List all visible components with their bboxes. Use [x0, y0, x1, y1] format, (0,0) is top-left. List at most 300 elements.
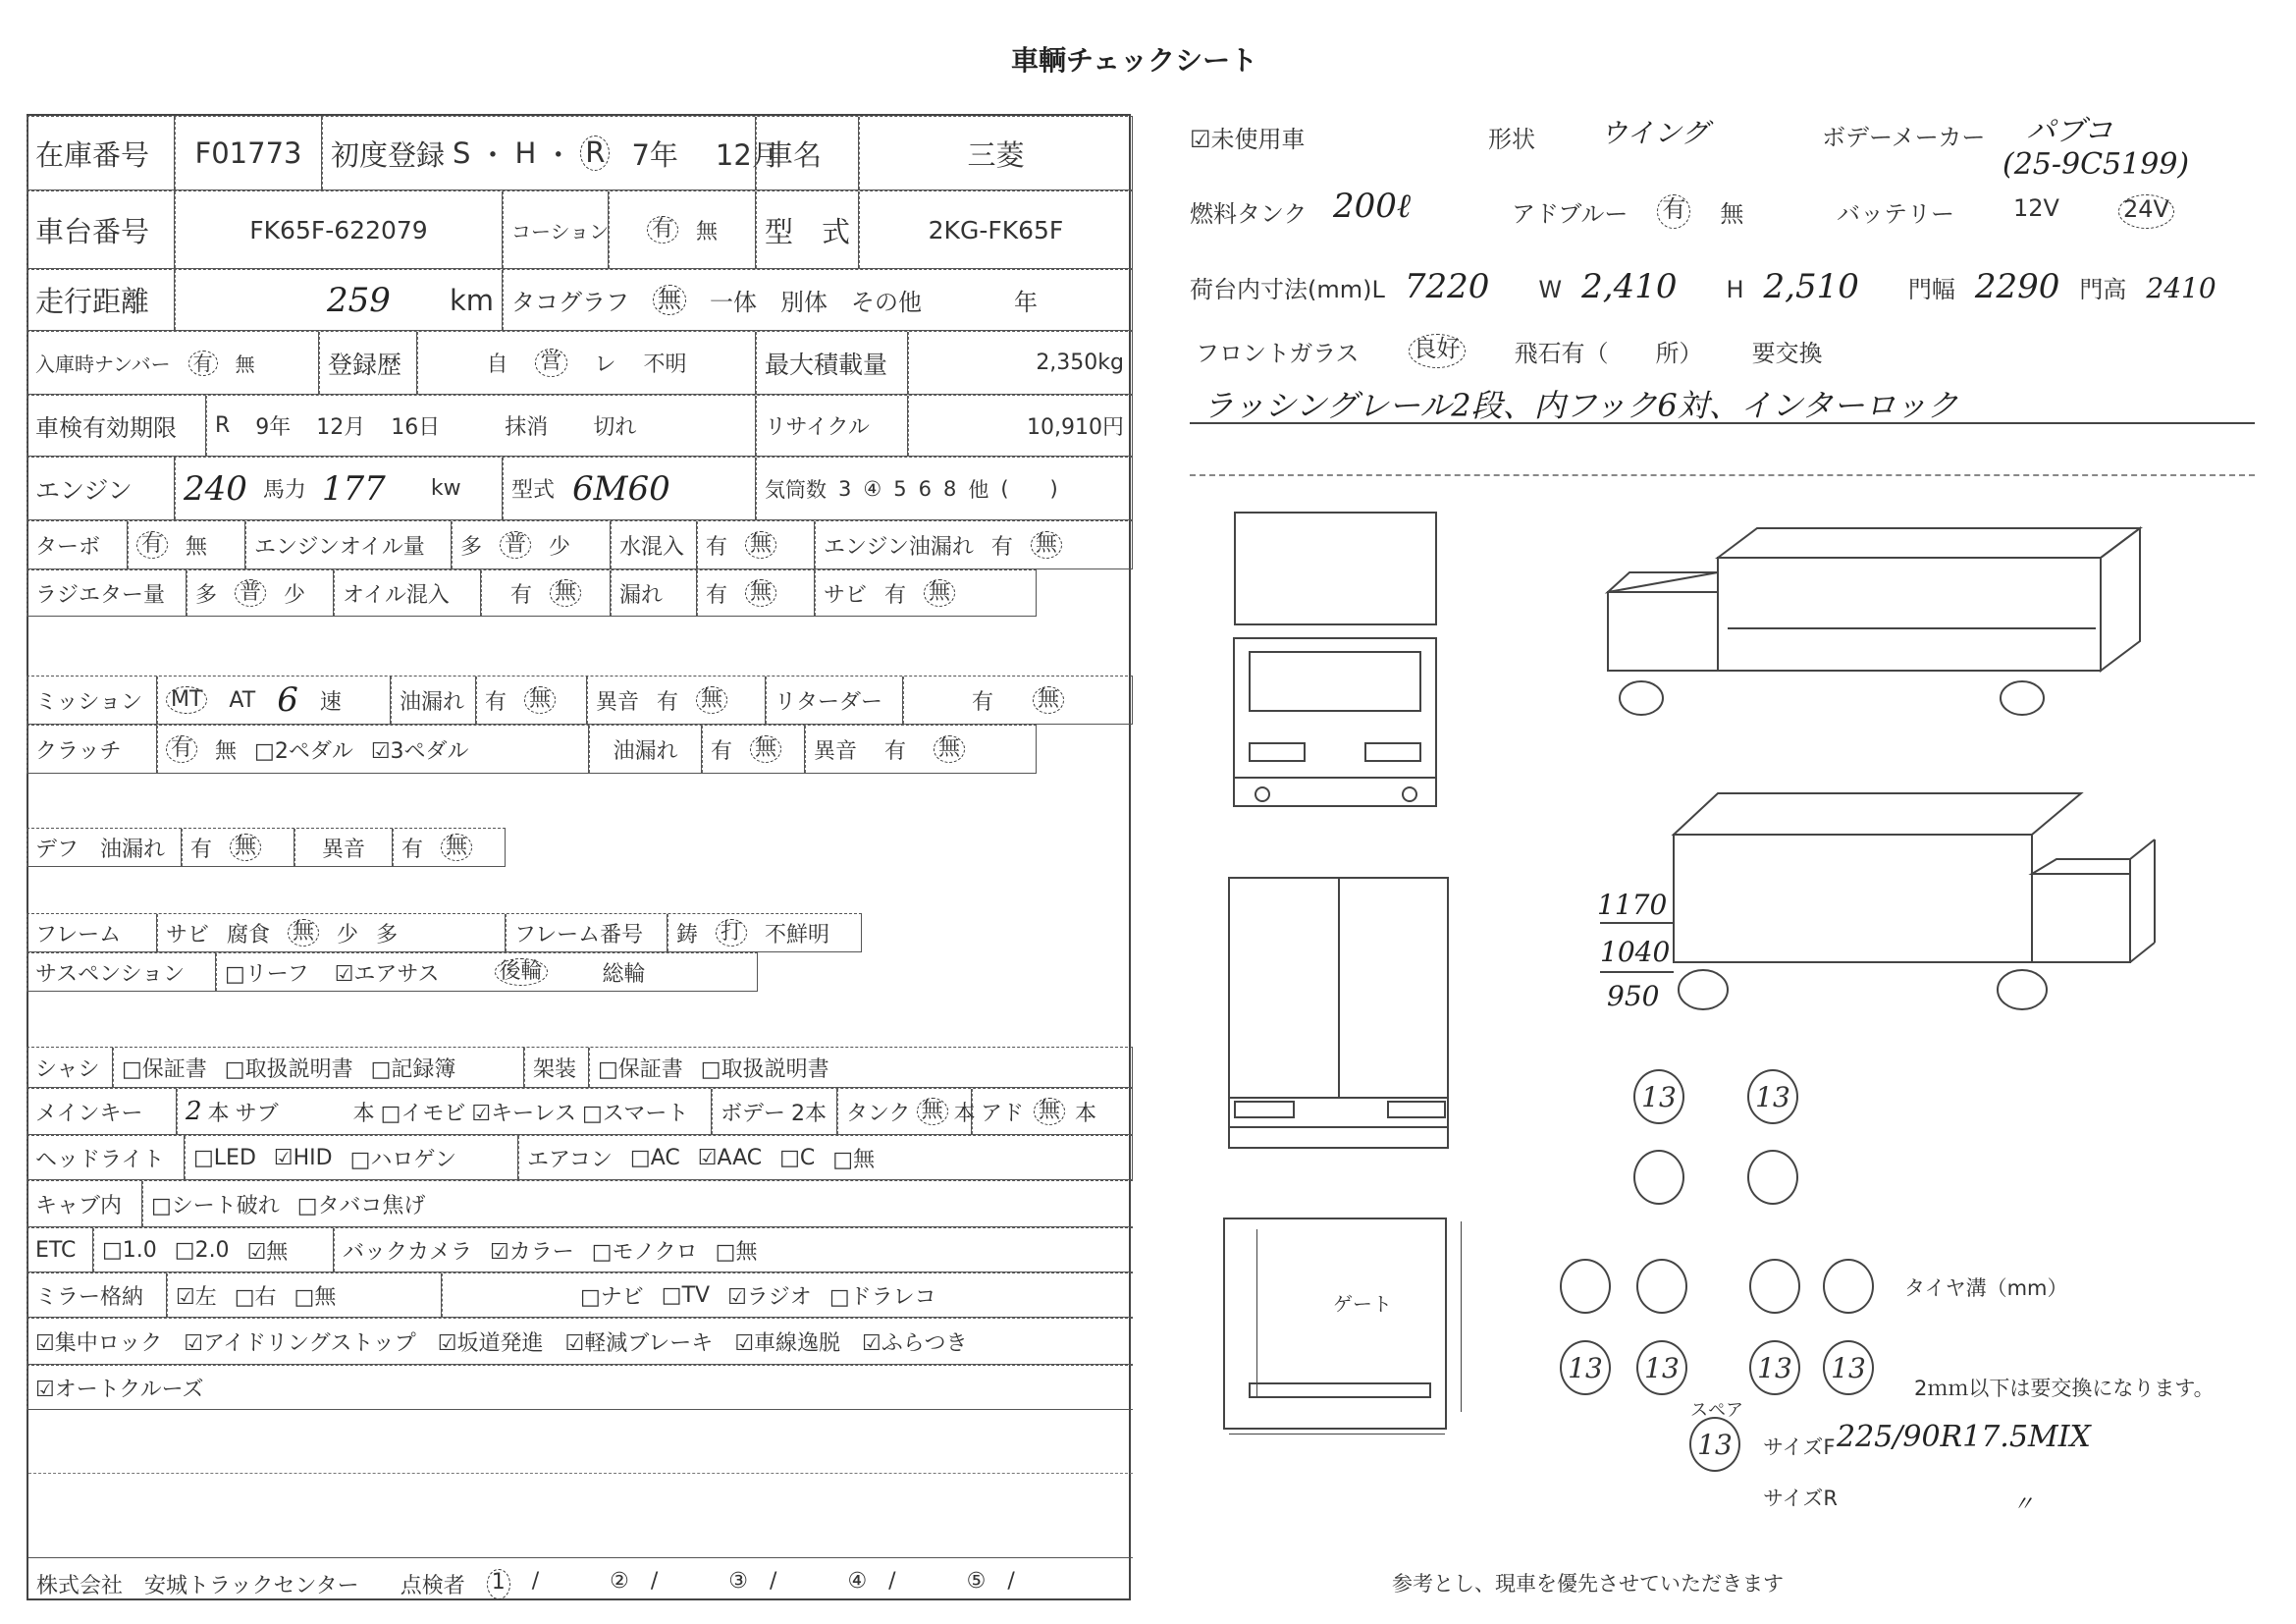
inspector-slot: ③ [728, 1569, 749, 1594]
rust-label: サビ [824, 582, 868, 608]
door-h-label: 門高 [2079, 276, 2127, 303]
windshield [1196, 334, 1823, 368]
cab [142, 1181, 1133, 1226]
option: 総輪 [602, 961, 646, 987]
row-chassis [27, 190, 1133, 269]
option: 有 [884, 582, 907, 608]
body-maker-label: ボデーメーカー [1822, 124, 1986, 151]
option: 有 [485, 689, 507, 715]
diff-leak-options [182, 829, 294, 866]
checkbox[interactable]: ☑オートクルーズ [35, 1377, 204, 1402]
option: 無 [441, 834, 472, 861]
option: 無 [235, 352, 255, 376]
frame-options [157, 914, 506, 951]
w-label: W [1538, 276, 1563, 303]
option: 6 [918, 476, 932, 501]
option: 鋳 [676, 922, 699, 947]
company-name: 株式会社 安城トラックセンター [36, 1574, 359, 1598]
tachograph [503, 270, 1133, 330]
tread-value: 13 [1697, 1428, 1733, 1461]
oil-mix-label: オイル混入 [334, 570, 481, 616]
unit: 本 [207, 1101, 230, 1126]
option: 有 [166, 735, 197, 763]
tread-value: 13 [1644, 1351, 1680, 1384]
checkbox[interactable]: □記録簿 [370, 1056, 456, 1082]
clutch-leak-options [702, 726, 805, 773]
option: 無 [745, 579, 776, 607]
option: 不明 [643, 352, 687, 377]
option: ) [1049, 476, 1058, 501]
row-diff [27, 828, 506, 867]
checkbox[interactable]: ☑坂道発進 [437, 1330, 544, 1356]
inspector-slot: 1 [487, 1569, 510, 1599]
size-r: 〃 [2012, 1492, 2035, 1517]
size-f-label: サイズF [1763, 1435, 1836, 1459]
height-2: 1040 [1600, 936, 1671, 968]
first-registration [322, 117, 780, 189]
option: 有 [509, 582, 532, 608]
row-clutch [27, 725, 1037, 774]
cargo-dimensions [1190, 267, 2216, 306]
cargo-h: 2,510 [1763, 267, 1859, 306]
option: 抹消 [505, 415, 549, 440]
plate [27, 332, 319, 394]
audio [442, 1273, 1133, 1317]
main-key-label: メインキー [27, 1089, 177, 1134]
label: ボデー [721, 1101, 786, 1126]
maker: 三菱 [859, 117, 1133, 189]
speed-unit: 速 [319, 689, 342, 715]
frame-label: フレーム [27, 914, 157, 951]
checkbox[interactable]: ☑キーレス [471, 1101, 577, 1126]
divider [28, 1473, 1133, 1474]
option: 無 [750, 735, 781, 763]
option: 腐食 [227, 922, 271, 947]
turbo-label: ターボ [27, 521, 128, 568]
clutch-noise [805, 726, 1037, 773]
body-maker: パブコ [2026, 114, 2113, 148]
checkbox[interactable]: ☑無 [246, 1239, 289, 1265]
label: バッテリー [1837, 200, 1954, 228]
checkbox[interactable]: ☑カラー [490, 1239, 574, 1265]
row-frame [27, 913, 862, 952]
shape: ウイング [1600, 117, 1709, 149]
model-label: 型 式 [756, 191, 859, 268]
mirror [167, 1273, 442, 1317]
checkbox[interactable]: ☑アイドリングストップ [184, 1330, 416, 1356]
option: 良好 [1409, 334, 1466, 368]
option: 無 [934, 735, 965, 763]
checkbox[interactable]: □C [779, 1145, 816, 1170]
width-arrow [1229, 1434, 1445, 1435]
suspension-options [216, 953, 758, 991]
option: 有 [990, 534, 1013, 560]
checkbox[interactable]: □無 [832, 1147, 876, 1172]
option: 無 [924, 579, 955, 607]
option: ④ [863, 476, 882, 501]
checkbox[interactable]: □ドラレコ [828, 1284, 936, 1310]
tire-empty [1823, 1259, 1874, 1314]
option: 一体 [710, 289, 757, 316]
cylinders [756, 458, 1133, 519]
notes: ラッシングレール2段、内フック6対、インターロック [1202, 387, 1958, 424]
checkbox[interactable]: □無 [715, 1239, 758, 1265]
truck-drawing-front [1600, 499, 2179, 734]
truck-drawing-rear [1590, 785, 2179, 1026]
option: □2ペダル [254, 738, 353, 764]
cargo-w: 2,410 [1581, 267, 1678, 306]
turbo-options [128, 521, 245, 568]
count: 無 [917, 1098, 948, 1125]
row-etc [27, 1227, 1133, 1272]
retarder-options [903, 677, 1133, 724]
spare-label: スペア [1690, 1400, 1743, 1421]
inspector-slot: ② [610, 1569, 629, 1594]
fuel-label: 燃料タンク [1190, 200, 1308, 228]
size-r-label: サイズR [1763, 1487, 1838, 1510]
mission-options [157, 677, 391, 724]
cruise [27, 1366, 1133, 1409]
inspector-slot: ⑤ [966, 1569, 987, 1594]
cab-label: キャブ内 [27, 1181, 142, 1226]
unused: ☑未使用車 [1190, 126, 1306, 153]
option: 多 [195, 582, 218, 608]
recycle-label: リサイクル [756, 396, 908, 456]
disclaimer: 参考とし、現車を優先させていただきます [1392, 1572, 1784, 1596]
frame-no-label: フレーム番号 [506, 914, 667, 951]
row-suspension [27, 952, 758, 992]
row-cab [27, 1180, 1133, 1227]
checkbox[interactable]: ☑ラジオ [727, 1284, 812, 1310]
tread-value: 13 [1641, 1080, 1677, 1113]
etc-label: ETC [27, 1228, 93, 1272]
engine-model-label: 型式 [511, 478, 556, 503]
tread-value: 13 [1755, 1080, 1790, 1113]
row-cruise [27, 1365, 1133, 1410]
plate-label: 入庫時ナンバー [35, 352, 171, 376]
option: 普 [235, 579, 266, 607]
checkbox[interactable]: □ハロゲン [349, 1147, 456, 1172]
clutch-options [157, 726, 589, 773]
option: 無 [524, 686, 556, 714]
stock-no-label: 在庫番号 [27, 117, 175, 189]
battery [1837, 194, 2174, 229]
checkbox[interactable]: □LED [193, 1145, 256, 1170]
row-mileage [27, 269, 1133, 331]
diff-leak-label: デフ 油漏れ [27, 829, 182, 866]
body-maker-no: (25-9C5199) [2002, 147, 2190, 182]
sep: / [1007, 1569, 1015, 1594]
reg-history-options [417, 332, 756, 394]
count: 2本 [791, 1101, 828, 1126]
option: 普 [500, 531, 531, 559]
checkbox[interactable]: ☑車線逸脱 [734, 1330, 841, 1356]
option: 少 [284, 582, 306, 608]
rust [815, 570, 1037, 616]
clutch-label: クラッチ [27, 726, 157, 773]
option: 有 [971, 689, 993, 715]
adblue [1512, 194, 1743, 229]
height-arrow [1461, 1221, 1462, 1412]
shape-label: 形状 [1488, 126, 1535, 153]
stock-no: F01773 [175, 117, 322, 189]
max-load: 2,350kg [908, 332, 1133, 394]
cylinders-label: 気筒数 [765, 477, 827, 502]
sep: ・ [544, 137, 573, 172]
engine-ps: 240 [184, 468, 247, 509]
checkbox[interactable]: □2.0 [174, 1237, 230, 1263]
leak-label: 漏れ [611, 570, 697, 616]
door-w: 2290 [1974, 267, 2060, 306]
mission-leak-label: 油漏れ [391, 677, 476, 724]
option: 有 [706, 534, 728, 560]
fuel: 200ℓ [1333, 187, 1412, 226]
frame-no-options [667, 914, 862, 951]
tire-empty [1747, 1150, 1798, 1205]
count: 2 [186, 1097, 202, 1126]
label: タンク [846, 1101, 911, 1126]
row-inspection [27, 395, 1133, 457]
suspension-label: サスペンション [27, 953, 216, 991]
row-turbo [27, 520, 1133, 569]
option: 有 [711, 738, 733, 764]
era: R [215, 413, 231, 438]
inspector-label: 点検者 [400, 1574, 465, 1598]
checkbox[interactable]: □シート破れ [151, 1193, 280, 1218]
body-docs [589, 1048, 1133, 1087]
engine-leak-label: エンジン油漏れ [824, 534, 974, 560]
first-reg-month: 12月 [715, 137, 780, 172]
mileage-unit: km [449, 283, 494, 317]
row-keys [27, 1088, 1133, 1135]
engine-label: エンジン [27, 458, 175, 519]
checkbox[interactable]: ☑左 [176, 1284, 217, 1310]
footer [36, 1569, 1015, 1599]
tread-value: 13 [1757, 1351, 1792, 1384]
label: フロントガラス [1196, 340, 1360, 367]
gate-label: ゲート [1333, 1292, 1392, 1316]
option: 無 [215, 738, 238, 764]
option: AT [229, 687, 256, 713]
checkbox[interactable]: □スマート [582, 1101, 689, 1126]
option: 有 [706, 582, 728, 608]
divider [28, 1557, 1133, 1558]
option: 別体 [780, 289, 828, 316]
option: 無 [186, 534, 208, 560]
caution-label: コーション [503, 191, 609, 268]
option: ☑エアサス [334, 961, 440, 987]
option: 有 [657, 689, 679, 715]
checkbox[interactable]: □AC [629, 1145, 680, 1170]
row-headlight [27, 1135, 1133, 1180]
rear-view-drawing [1228, 877, 1449, 1149]
door-w-label: 門幅 [1907, 276, 1955, 303]
mission-noise [587, 677, 766, 724]
height-1: 1170 [1597, 889, 1668, 921]
chassis-docs-label: シャシ [27, 1048, 113, 1087]
body-key [712, 1089, 837, 1134]
option: 無 [653, 285, 686, 314]
label: アド [981, 1101, 1025, 1126]
option: 無 [1033, 686, 1064, 714]
checkbox[interactable]: ☑集中ロック [35, 1330, 163, 1356]
tire-empty [1749, 1259, 1800, 1314]
option: 自 [486, 352, 508, 377]
mileage [175, 270, 503, 330]
option: その他 [851, 289, 922, 316]
tire-front-right [1747, 1069, 1798, 1124]
row-plate [27, 331, 1133, 395]
option: 有 [190, 837, 213, 862]
checkbox[interactable]: □無 [294, 1284, 337, 1310]
option: 5 [893, 476, 907, 501]
mirror-label: ミラー格納 [27, 1273, 167, 1317]
option: 飛石有（ 所） [1514, 340, 1703, 367]
hp-label: 馬力 [262, 478, 306, 503]
notes-line [1190, 474, 2255, 476]
unit: 本 [1075, 1101, 1097, 1126]
tire-empty [1636, 1259, 1687, 1314]
sep: / [531, 1569, 540, 1594]
oil-mix-options [481, 570, 611, 616]
checkbox[interactable]: ☑ふらつき [862, 1330, 968, 1356]
day: 16日 [391, 415, 441, 440]
features [27, 1319, 1133, 1364]
checkbox[interactable]: □TV [661, 1282, 711, 1308]
checkbox[interactable]: □1.0 [102, 1237, 157, 1263]
checkbox[interactable]: □イモビ [380, 1101, 466, 1126]
retarder-label: リターダー [766, 677, 903, 724]
diff-noise-options [393, 829, 506, 866]
radiator-label: ラジエター量 [27, 570, 187, 616]
mileage-value: 259 [327, 280, 391, 320]
label: 異音 [596, 689, 640, 715]
checkbox[interactable]: □保証書 [598, 1056, 683, 1082]
tire-empty [1560, 1259, 1611, 1314]
checkbox[interactable]: □保証書 [122, 1056, 207, 1082]
chassis-no-label: 車台番号 [27, 191, 175, 268]
inspection-table [27, 114, 1131, 1600]
option: 3 [838, 476, 852, 501]
sep: ・ [478, 137, 507, 172]
option: 営 [535, 349, 566, 376]
tacho-label: タコグラフ [511, 289, 629, 316]
engine-oil-options [452, 521, 611, 568]
tire-rear [1636, 1340, 1687, 1395]
body-docs-label: 架装 [524, 1048, 589, 1087]
option: 要交換 [1751, 340, 1823, 367]
option: 無 [1031, 531, 1062, 559]
engine-oil-label: エンジンオイル量 [245, 521, 452, 568]
top-view-drawing [1234, 512, 1437, 625]
tank-key [837, 1089, 976, 1134]
option: 24V [2118, 194, 2174, 229]
radiator-options [187, 570, 334, 616]
adblue-key [972, 1089, 1133, 1134]
diff-noise-label: 異音 [294, 829, 393, 866]
option: 無 [745, 531, 776, 559]
option: レ [594, 352, 616, 377]
tire-front-left [1633, 1069, 1684, 1124]
recycle: 10,910円 [908, 396, 1133, 456]
sub-label: サブ [235, 1101, 279, 1126]
label: エアコン [527, 1147, 613, 1172]
checkbox[interactable]: □右 [234, 1284, 277, 1310]
headlight-label: ヘッドライト [27, 1136, 185, 1179]
option: 有 [1657, 194, 1690, 229]
tire-rear [1560, 1340, 1611, 1395]
row-mission [27, 676, 1133, 725]
caution-options [609, 191, 756, 268]
checkbox[interactable]: □タバコ焦げ [296, 1193, 426, 1218]
water-mix-label: 水混入 [611, 521, 697, 568]
option: 多 [460, 534, 483, 560]
option: 有 [188, 351, 218, 376]
option: 他 [968, 477, 989, 502]
tire-spare [1689, 1417, 1740, 1472]
sep: / [650, 1569, 659, 1594]
option: 少 [337, 922, 359, 947]
size-f: 225/90R17.5MIX [1837, 1420, 2091, 1454]
option: 有 [136, 531, 168, 559]
maker-label: 車名 [756, 117, 859, 189]
cargo-l: 7220 [1404, 267, 1490, 306]
door-h: 2410 [2146, 272, 2216, 304]
option: 無 [288, 919, 319, 947]
count: 無 [1034, 1098, 1065, 1125]
option: 無 [696, 686, 727, 714]
tire-notice: 2ｍｍ以下は要交換になります。 [1914, 1377, 2215, 1400]
row-engine [27, 457, 1133, 520]
mileage-label: 走行距離 [27, 270, 175, 330]
reg-history-label: 登録歴 [319, 332, 417, 394]
mission-leak-options [476, 677, 587, 724]
front-view-drawing [1233, 637, 1437, 807]
option: ☑3ペダル [370, 738, 469, 764]
etc [93, 1228, 334, 1272]
height-3: 950 [1607, 980, 1660, 1012]
mission-label: ミッション [27, 677, 157, 724]
year: 9年 [255, 415, 292, 440]
month: 12月 [316, 415, 366, 440]
checkbox[interactable]: □取扱説明書 [224, 1056, 353, 1082]
aircon [518, 1136, 1133, 1179]
tread-value: 13 [1568, 1351, 1603, 1384]
checkbox[interactable]: ☑HID [273, 1145, 333, 1170]
first-reg-year: 7年 [631, 137, 678, 172]
option: 不鮮明 [765, 922, 830, 947]
label: バックカメラ [343, 1239, 473, 1265]
option: 有 [401, 837, 424, 862]
option: 8 [942, 476, 957, 501]
checkbox[interactable]: □モノクロ [591, 1239, 698, 1265]
option: 有 [647, 216, 678, 244]
checkbox[interactable]: ☑軽減ブレーキ [564, 1330, 714, 1356]
checkbox[interactable]: □ナビ [580, 1284, 644, 1310]
tire-rear [1823, 1340, 1874, 1395]
water-mix-options [697, 521, 815, 568]
option: 有 [884, 738, 907, 764]
engine-model-value: 6M60 [572, 468, 670, 509]
checkbox[interactable]: ☑AAC [697, 1145, 763, 1170]
speeds: 6 [277, 680, 298, 720]
checkbox[interactable]: □取扱説明書 [700, 1056, 829, 1082]
era-h: H [514, 136, 537, 170]
engine-model [503, 458, 756, 519]
era-s: S [453, 136, 471, 170]
h-label: H [1726, 276, 1744, 303]
option: 打 [716, 919, 747, 947]
